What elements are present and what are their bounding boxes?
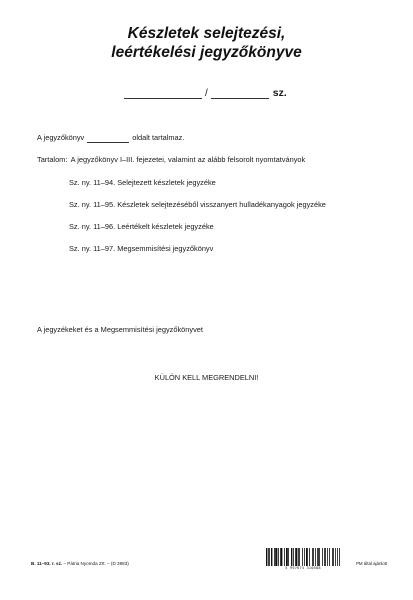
number-suffix: sz. [272, 87, 287, 99]
barcode-icon [266, 548, 340, 566]
list-item: Sz. ny. 11–95. Készletek selejtezéséből visszanyert hulladékanyagok jegyzéke [69, 200, 326, 209]
number-blank-right[interactable] [211, 88, 269, 99]
document-title [0, 24, 413, 62]
footer-form-code [31, 561, 129, 567]
number-separator: / [205, 88, 208, 99]
note-text: A jegyzékeket és a Megsemmisítési jegyzőkönyvet [37, 325, 203, 334]
title-line-2: leértékelési jegyzőkönyve [111, 44, 302, 61]
title-line-1: Készletek selejtezési, [127, 25, 286, 42]
list-item: Sz. ny. 11–96. Leértékelt készletek jegyzéke [69, 222, 214, 231]
publisher-text: – Pátria Nyomda Zrt. – (D 3883) [62, 561, 129, 566]
page-count-prefix: A jegyzőkönyv [37, 133, 85, 142]
recommendation-text: PM által ajánlott [356, 561, 388, 566]
form-code: B. 11–93. r. sz. [31, 561, 63, 566]
page-count-blank[interactable] [87, 135, 129, 143]
contents-label: Tartalom: [37, 155, 68, 164]
page-count-line [37, 133, 184, 143]
barcode-digits: 5 997674 310588 [285, 566, 321, 570]
page-count-suffix: oldalt tartalmaz. [132, 133, 185, 142]
contents-text: A jegyzőkönyv I–III. fejezetei, valamint az alább felsorolt nyomtatványok [70, 155, 306, 164]
number-blank-left[interactable] [124, 88, 202, 99]
list-item: Sz. ny. 11–97. Megsemmisítési jegyzőkönyv [69, 244, 214, 253]
document-number-field [124, 81, 287, 99]
order-notice: KÜLÖN KELL MEGRENDELNI! [154, 373, 259, 382]
list-item: Sz. ny. 11–94. Selejtezett készletek jegyzéke [69, 178, 216, 187]
contents-line [37, 155, 305, 165]
